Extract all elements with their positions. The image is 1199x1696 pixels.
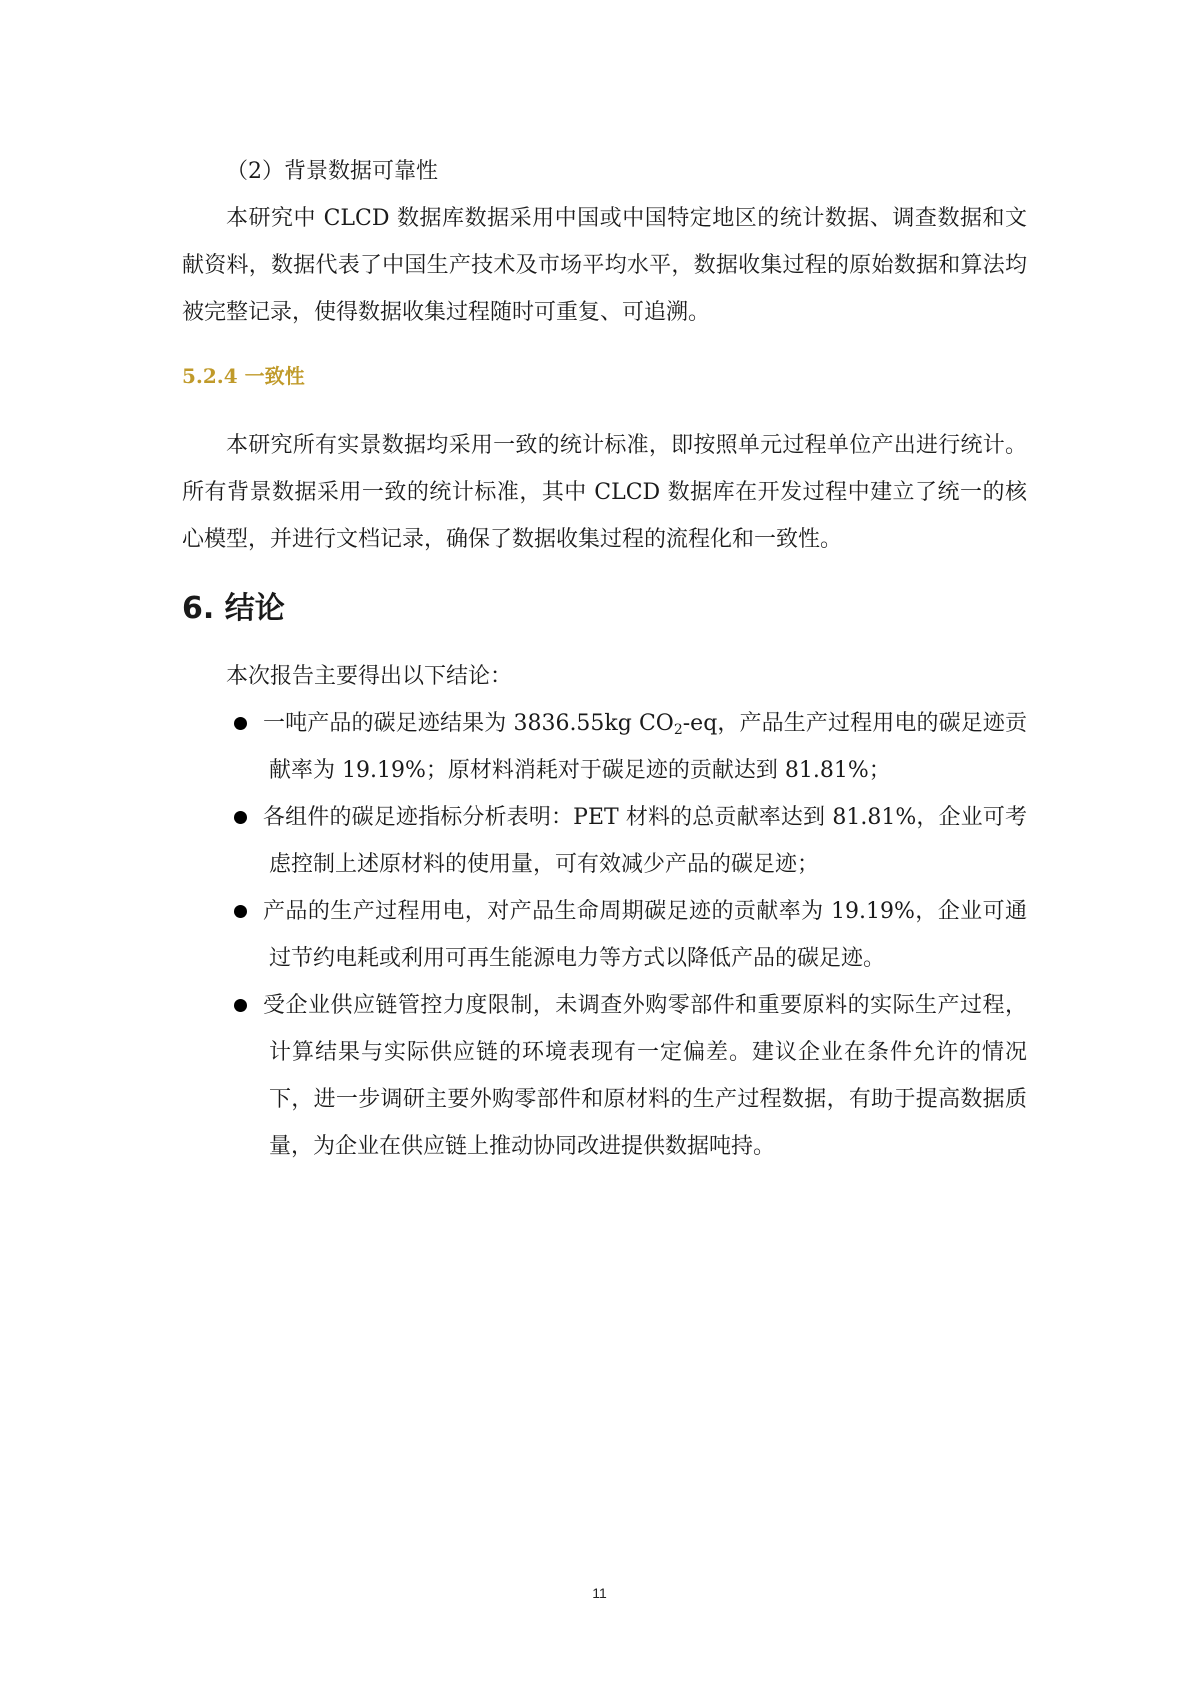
consistency-paragraph: 本研究所有实景数据均采用一致的统计标准，即按照单元过程单位产出进行统计。所有背景数据采用一致的统计标准，其中 CLCD 数据库在开发过程中建立了统一的核心模型，并进行文档记录，确保了数据收集过程的流程化和一致性。 [182, 433, 1027, 552]
bullet-text: 一吨产品的碳足迹结果为 3836.55kg CO [263, 711, 674, 736]
bullet-text-cont: -eq，产品生产过程用电的碳足迹贡献率为 19.19%；原材料消耗对于碳足迹的贡献达到 81.81%； [269, 711, 1027, 783]
list-item [182, 888, 1027, 982]
bullet-dot-icon [234, 717, 247, 730]
list-item [182, 794, 1027, 888]
bullet-dot-icon [234, 811, 247, 824]
page-number: 11 [592, 1585, 607, 1601]
bullet-text: 各组件的碳足迹指标分析表明：PET 材料的总贡献率达到 81.81%，企业可考虑控制上述原材料的使用量，可有效减少产品的碳足迹； [263, 805, 1027, 877]
background-data-reliability-subheading: （2）背景数据可靠性 [226, 159, 438, 184]
bullet-dot-icon [234, 905, 247, 918]
background-data-reliability-paragraph: 本研究中 CLCD 数据库数据采用中国或中国特定地区的统计数据、调查数据和文献资料，数据代表了中国生产技术及市场平均水平，数据收集过程的原始数据和算法均被完整记录，使得数据收集过程随时可重复、可追溯。 [182, 206, 1027, 325]
page-content [182, 148, 1027, 1170]
list-item [182, 982, 1027, 1170]
conclusion-intro: 本次报告主要得出以下结论： [226, 664, 513, 689]
subscript: 2 [673, 722, 683, 738]
consistency-section-heading: 5.2.4 一致性 [182, 364, 305, 388]
list-item [182, 700, 1027, 794]
bullet-dot-icon [234, 999, 247, 1012]
bullet-text: 产品的生产过程用电，对产品生命周期碳足迹的贡献率为 19.19%，企业可通过节约电耗或利用可再生能源电力等方式以降低产品的碳足迹。 [263, 899, 1027, 971]
bullet-text: 受企业供应链管控力度限制，未调查外购零部件和重要原料的实际生产过程，计算结果与实际供应链的环境表现有一定偏差。建议企业在条件允许的情况下，进一步调研主要外购零部件和原材料的生产过程数据，有助于提高数据质量，为企业在供应链上推动协同改进提供数据吨持。 [263, 993, 1027, 1159]
conclusion-chapter-heading: 6. 结论 [182, 591, 285, 626]
conclusion-bullet-list [182, 700, 1027, 1170]
